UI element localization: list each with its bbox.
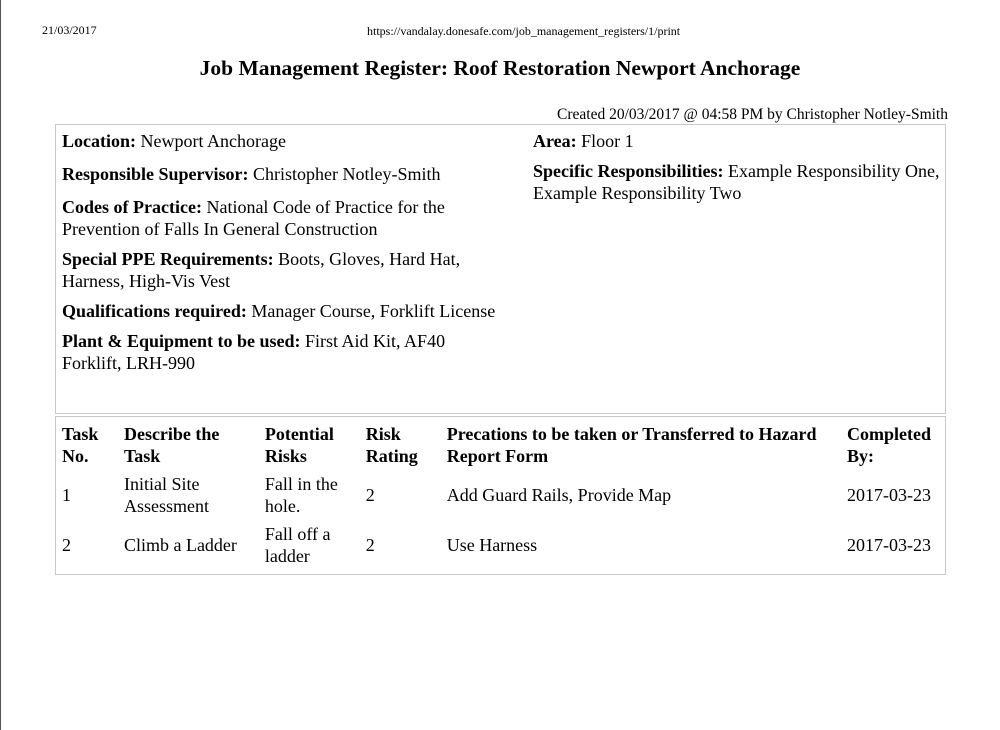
header-describe-task: Describe the Task xyxy=(123,424,220,466)
task-no-cell: 2 xyxy=(62,535,71,555)
area-label: Area: xyxy=(533,131,577,151)
details-left-column xyxy=(62,130,502,382)
qualifications-label: Qualifications required: xyxy=(62,301,247,321)
task-description-cell: Climb a Ladder xyxy=(123,535,237,555)
header-potential-risks: Potential Risks xyxy=(264,424,334,466)
task-rating-cell: 2 xyxy=(365,485,375,505)
task-risks-cell: Fall in the hole. xyxy=(264,474,338,516)
plant-label: Plant & Equipment to be used: xyxy=(62,331,301,351)
location-field xyxy=(62,130,502,152)
ppe-field xyxy=(62,248,502,292)
table-row xyxy=(59,521,945,571)
task-rating-cell: 2 xyxy=(365,535,375,555)
created-info: Created 20/03/2017 @ 04:58 PM by Christopher Notley-Smith xyxy=(557,106,948,123)
area-field xyxy=(533,130,943,152)
task-precautions-cell: Use Harness xyxy=(446,535,538,555)
header-task-no: Task No. xyxy=(62,424,99,466)
responsibilities-label: Specific Responsibilities: xyxy=(533,161,724,181)
print-url: https://vandalay.donesafe.com/job_management_registers/1/print xyxy=(367,24,681,38)
codes-field xyxy=(62,196,502,240)
responsibilities-value: Example Responsibility One, Example Responsibility Two xyxy=(533,161,940,203)
location-value: Newport Anchorage xyxy=(140,131,286,151)
qualifications-field xyxy=(62,300,502,322)
tasks-panel xyxy=(55,416,946,575)
supervisor-label: Responsible Supervisor: xyxy=(62,164,249,184)
task-no-cell: 1 xyxy=(62,485,71,505)
tasks-header-row xyxy=(59,421,945,471)
location-label: Location: xyxy=(62,131,136,151)
tasks-table xyxy=(59,421,945,571)
area-value: Floor 1 xyxy=(581,131,634,151)
ppe-value: Boots, Gloves, Hard Hat, Harness, High-Vis Vest xyxy=(62,249,461,291)
task-description-cell: Initial Site Assessment xyxy=(123,474,209,516)
page-left-border xyxy=(0,0,1,730)
task-completed-cell: 2017-03-23 xyxy=(847,485,931,505)
details-right-column xyxy=(533,130,943,212)
supervisor-field xyxy=(62,163,502,185)
header-risk-rating: Risk Rating xyxy=(365,424,418,466)
supervisor-value: Christopher Notley-Smith xyxy=(253,164,441,184)
page-title: Job Management Register: Roof Restoration Newport Anchorage xyxy=(199,56,801,80)
codes-value: National Code of Practice for the Prevention of Falls In General Construction xyxy=(62,197,445,239)
codes-label: Codes of Practice: xyxy=(62,197,202,217)
qualifications-value: Manager Course, Forklift License xyxy=(251,301,496,321)
header-precautions: Precations to be taken or Transferred to Hazard Report Form xyxy=(446,424,817,466)
print-date: 21/03/2017 xyxy=(42,23,97,37)
task-precautions-cell: Add Guard Rails, Provide Map xyxy=(446,485,672,505)
plant-field xyxy=(62,330,502,374)
header-completed-by: Completed By: xyxy=(847,424,931,466)
ppe-label: Special PPE Requirements: xyxy=(62,249,274,269)
details-panel xyxy=(55,124,946,414)
table-row xyxy=(59,471,945,521)
task-completed-cell: 2017-03-23 xyxy=(847,535,931,555)
plant-value: First Aid Kit, AF40 Forklift, LRH-990 xyxy=(62,331,446,373)
task-risks-cell: Fall off a ladder xyxy=(264,524,331,566)
responsibilities-field xyxy=(533,160,943,204)
